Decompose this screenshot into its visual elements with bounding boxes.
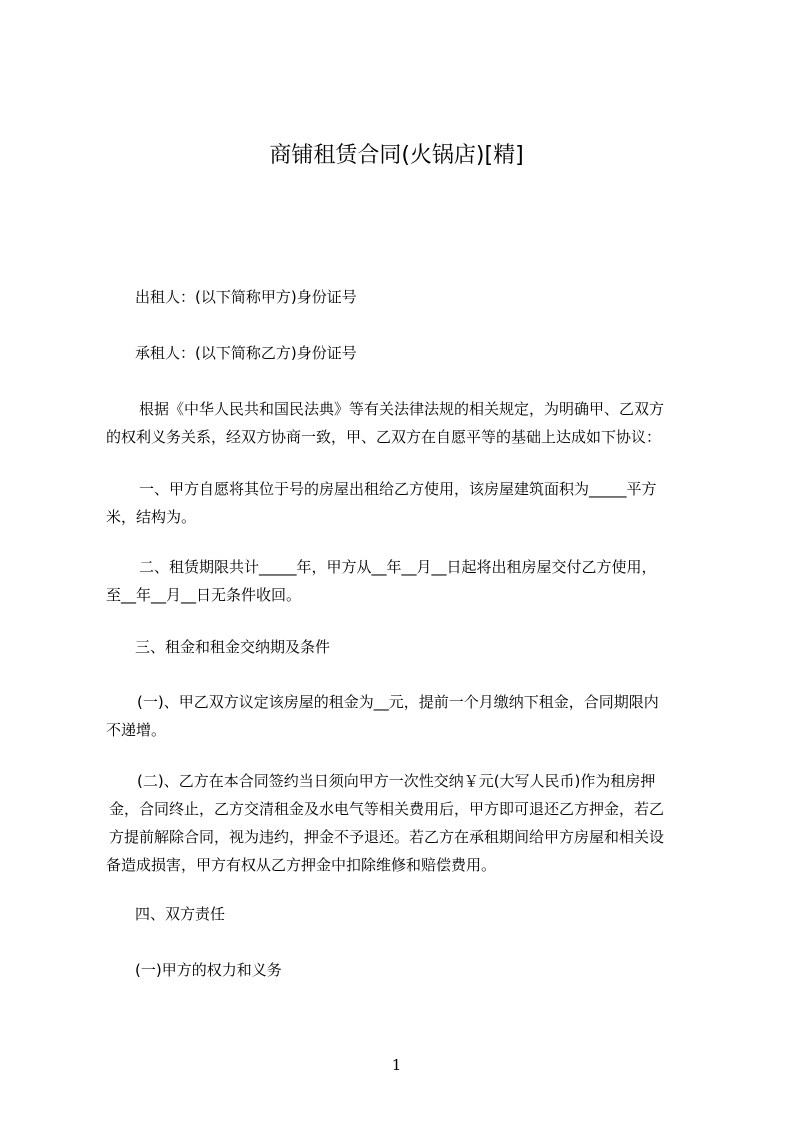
paragraph-clause-1 — [106, 475, 706, 531]
paragraph-line: 的权利义务关系，经双方协商一致，甲、乙双方在自愿平等的基础上达成如下协议： — [106, 428, 662, 446]
paragraph-clause-4-1-heading — [135, 956, 735, 984]
paragraph-clause-3-heading — [135, 633, 735, 661]
paragraph-line: 出租人：(以下简称甲方)身份证号 — [135, 288, 357, 306]
paragraph-line: 一、甲方自愿将其位于号的房屋出租给乙方使用，该房屋建筑面积为_____平方 — [139, 480, 657, 498]
paragraph-clause-4-heading — [135, 900, 735, 928]
paragraph-line: 四、双方责任 — [135, 905, 226, 923]
paragraph-clause-3-2 — [106, 767, 706, 879]
paragraph-line: 三、租金和租金交纳期及条件 — [135, 638, 331, 656]
page-number: 1 — [391, 1056, 402, 1074]
paragraph-line: (一)甲方的权力和义务 — [135, 961, 282, 979]
paragraph-line: (二)、乙方在本合同签约当日须向甲方一次性交纳￥元(大写人民币)作为租房押 — [137, 772, 656, 790]
paragraph-line: 二、租赁期限共计_____年，甲方从__年__月__日起将出租房屋交付乙方使用， — [139, 558, 657, 576]
paragraph-line: 根据《中华人民共和国民法典》等有关法律法规的相关规定，为明确甲、乙双方 — [139, 400, 665, 418]
paragraph-clause-2 — [106, 553, 706, 609]
paragraph-lessee — [135, 339, 735, 367]
paragraph-line: 米，结构为。 — [106, 508, 197, 526]
document-title: 商铺租赁合同(火锅店)[精] — [269, 143, 524, 168]
paragraph-line: 不递增。 — [106, 721, 167, 739]
paragraph-lessor — [135, 283, 735, 311]
paragraph-preamble — [106, 395, 706, 451]
paragraph-line: (一)、甲乙双方议定该房屋的租金为__元，提前一个月缴纳下租金，合同期限内 — [137, 693, 659, 711]
paragraph-clause-3-1 — [106, 688, 706, 744]
paragraph-line: 至__年__月__日无条件收回。 — [106, 586, 302, 604]
paragraph-line: 金，合同终止，乙方交清租金及水电气等相关费用后，甲方即可退还乙方押金，若乙 — [109, 800, 665, 818]
paragraph-line: 方提前解除合同，视为违约，押金不予退还。若乙方在承租期间给甲方房屋和相关设 — [109, 828, 665, 846]
paragraph-line: 备造成损害，甲方有权从乙方押金中扣除维修和赔偿费用。 — [106, 856, 497, 874]
paragraph-line: 承租人：(以下简称乙方)身份证号 — [135, 344, 357, 362]
